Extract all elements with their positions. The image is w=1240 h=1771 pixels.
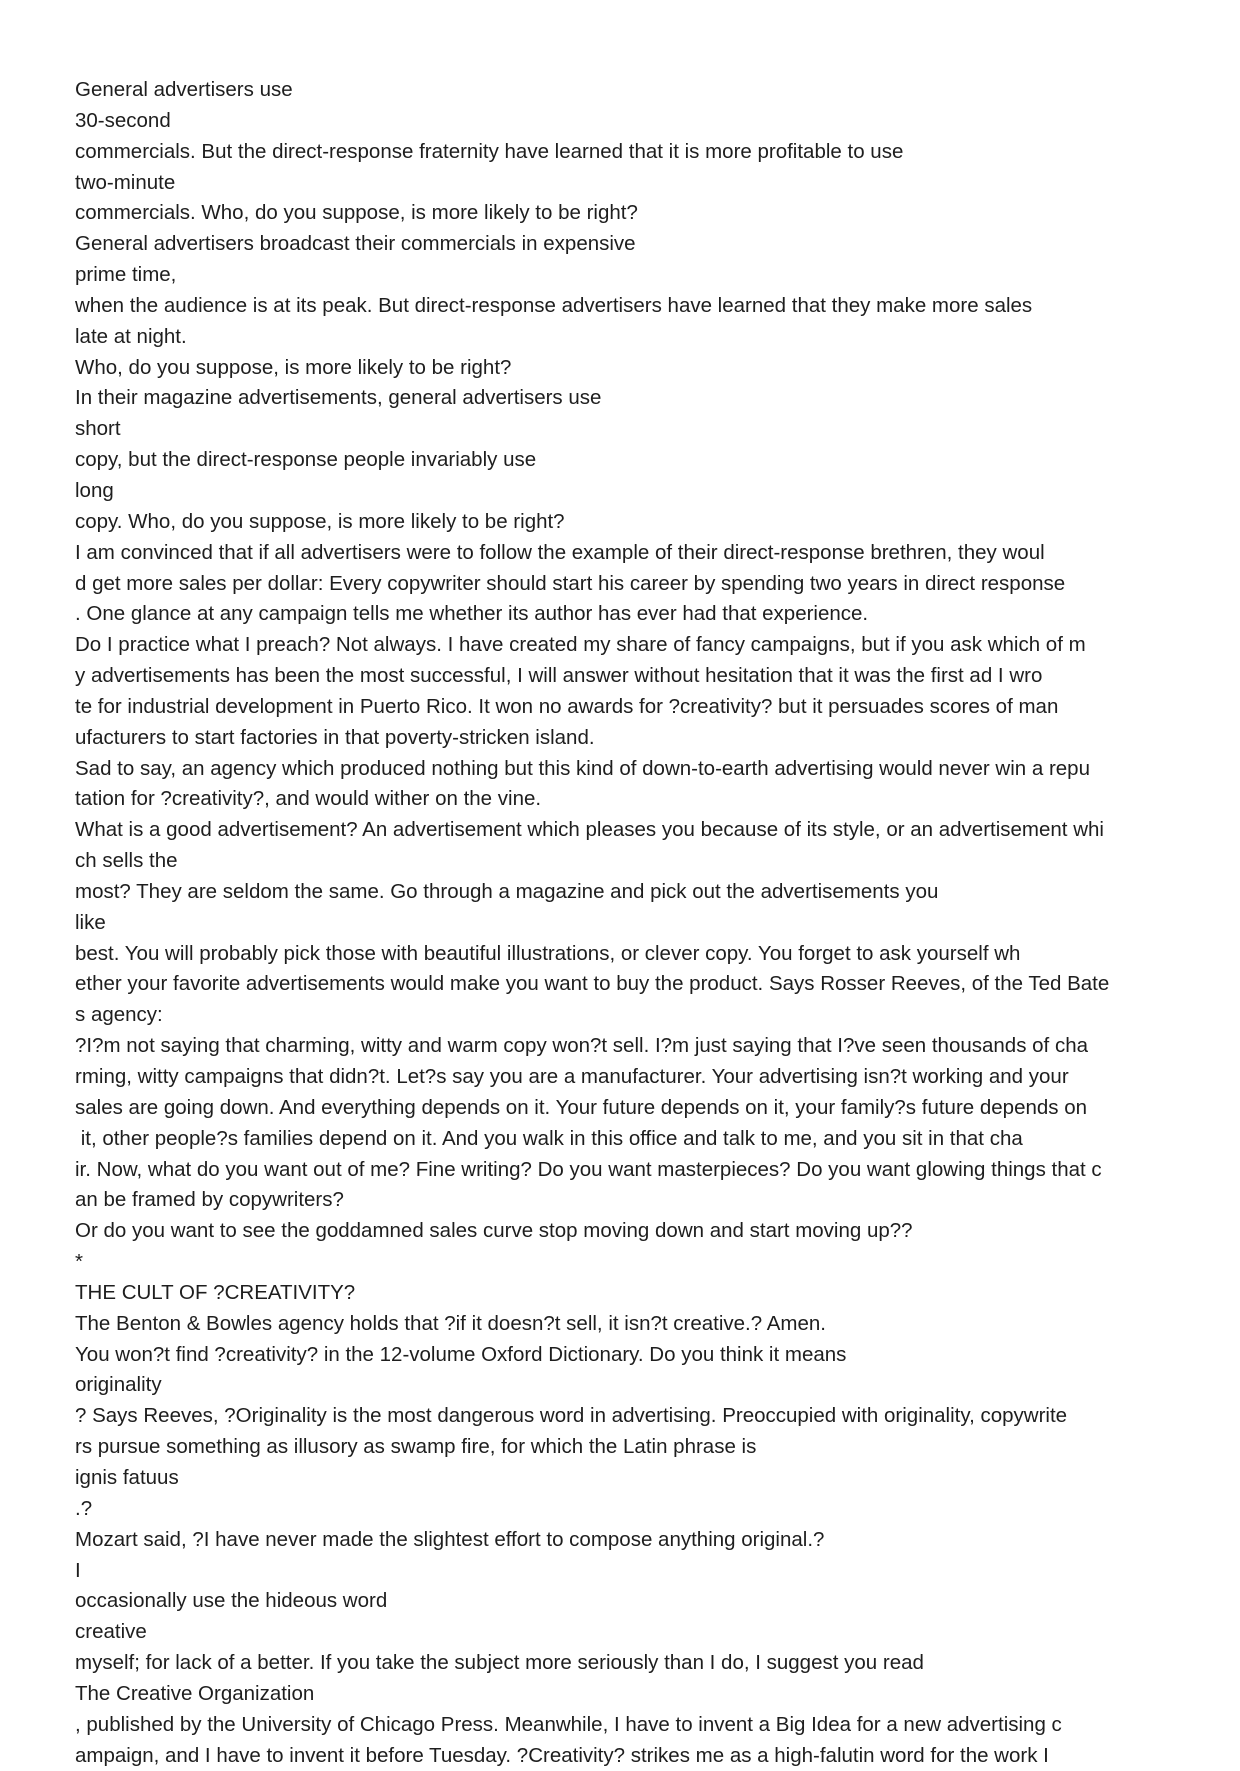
text-line: Who, do you suppose, is more likely to be right? [75,355,512,379]
text-line: copy, but the direct-response people invariably use [75,448,537,472]
text-line: prime time, [75,263,177,287]
text-line: rs pursue something as illusory as swamp fire, for which the Latin phrase is [75,1435,757,1459]
text-line: most? They are seldom the same. Go through a magazine and pick out the advertisements you [75,879,939,903]
text-line: ether your favorite advertisements would make you want to buy the product. Says Rosser Reeves, of the Ted Bate [75,972,1110,996]
text-line: long [75,478,114,502]
text-line: originality [75,1373,162,1397]
text-line: commercials. But the direct-response fraternity have learned that it is more profitable to use [75,139,904,163]
text-line: I [75,1558,81,1582]
text-line: like [75,910,106,934]
text-line: ? Says Reeves, ?Originality is the most dangerous word in advertising. Preoccupied with originality, copywrite [75,1404,1068,1428]
text-line: ch sells the [75,849,178,873]
text-line: The Benton & Bowles agency holds that ?if it doesn?t sell, it isn?t creative.? Amen. [75,1311,826,1335]
text-line: short [75,417,121,441]
text-line: General advertisers broadcast their commercials in expensive [75,232,636,256]
text-line: ir. Now, what do you want out of me? Fine writing? Do you want masterpieces? Do you want glowing things that c [75,1157,1102,1181]
text-line: tation for ?creativity?, and would wither on the vine. [75,787,542,811]
text-line: it, other people?s families depend on it. And you walk in this office and talk to me, and you sit in that cha [75,1126,1023,1150]
text-line: d get more sales per dollar: Every copywriter should start his career by spending two years in direct response [75,571,1066,595]
text-line: best. You will probably pick those with beautiful illustrations, or clever copy. You forget to ask yourself wh [75,941,1021,965]
text-line: creative [75,1620,147,1644]
text-line: 30-second [75,108,171,132]
text-line: late at night. [75,324,187,348]
text-line: s agency: [75,1003,163,1027]
document-text [75,75,1185,1771]
text-line: commercials. Who, do you suppose, is more likely to be right? [75,201,638,225]
text-line: . One glance at any campaign tells me whether its author has ever had that experience. [75,602,869,626]
text-line: ?I?m not saying that charming, witty and warm copy won?t sell. I?m just saying that I?ve seen thousands of cha [75,1034,1088,1058]
text-line: when the audience is at its peak. But direct-response advertisers have learned that they make more sales [75,293,1033,317]
text-line: ufacturers to start factories in that poverty-stricken island. [75,725,595,749]
text-line: General advertisers use [75,78,293,101]
text-line: * [75,1250,83,1274]
text-line: Do I practice what I preach? Not always. I have created my share of fancy campaigns, but if you ask which of m [75,633,1086,657]
text-line: Sad to say, an agency which produced nothing but this kind of down-to-earth advertising would never win a repu [75,756,1090,780]
text-line: ignis fatuus [75,1465,179,1489]
text-line: te for industrial development in Puerto Rico. It won no awards for ?creativity? but it persuades scores of man [75,694,1059,718]
text-line: rming, witty campaigns that didn?t. Let?s say you are a manufacturer. Your advertising isn?t working and your [75,1065,1069,1088]
text-line: occasionally use the hideous word [75,1589,388,1613]
text-line: , published by the University of Chicago Press. Meanwhile, I have to invent a Big Idea for a new advertising c [75,1712,1062,1736]
text-line: y advertisements has been the most successful, I will answer without hesitation that it was the first ad I wro [75,664,1043,688]
text-line: What is a good advertisement? An advertisement which pleases you because of its style, or an advertisement whi [75,818,1104,842]
text-line: I am convinced that if all advertisers were to follow the example of their direct-response brethren, they woul [75,540,1045,564]
text-line: You won?t find ?creativity? in the 12-volume Oxford Dictionary. Do you think it means [75,1342,847,1366]
text-line: Mozart said, ?I have never made the slightest effort to compose anything original.? [75,1527,825,1551]
text-line: an be framed by copywriters? [75,1188,344,1212]
text-line: two-minute [75,170,176,194]
text-line: myself; for lack of a better. If you take the subject more seriously than I do, I suggest you read [75,1651,924,1675]
text-line: ampaign, and I have to invent it before Tuesday. ?Creativity? strikes me as a high-falutin word for the work I [75,1743,1049,1767]
text-line: THE CULT OF ?CREATIVITY? [75,1280,356,1304]
text-line: The Creative Organization [75,1681,315,1705]
text-line: In their magazine advertisements, general advertisers use [75,386,602,410]
text-line: Or do you want to see the goddamned sales curve stop moving down and start moving up?? [75,1219,913,1243]
text-line: .? [75,1496,93,1520]
text-line: sales are going down. And everything depends on it. Your future depends on it, your family?s future depends on [75,1095,1088,1119]
text-line: copy. Who, do you suppose, is more likely to be right? [75,509,565,533]
